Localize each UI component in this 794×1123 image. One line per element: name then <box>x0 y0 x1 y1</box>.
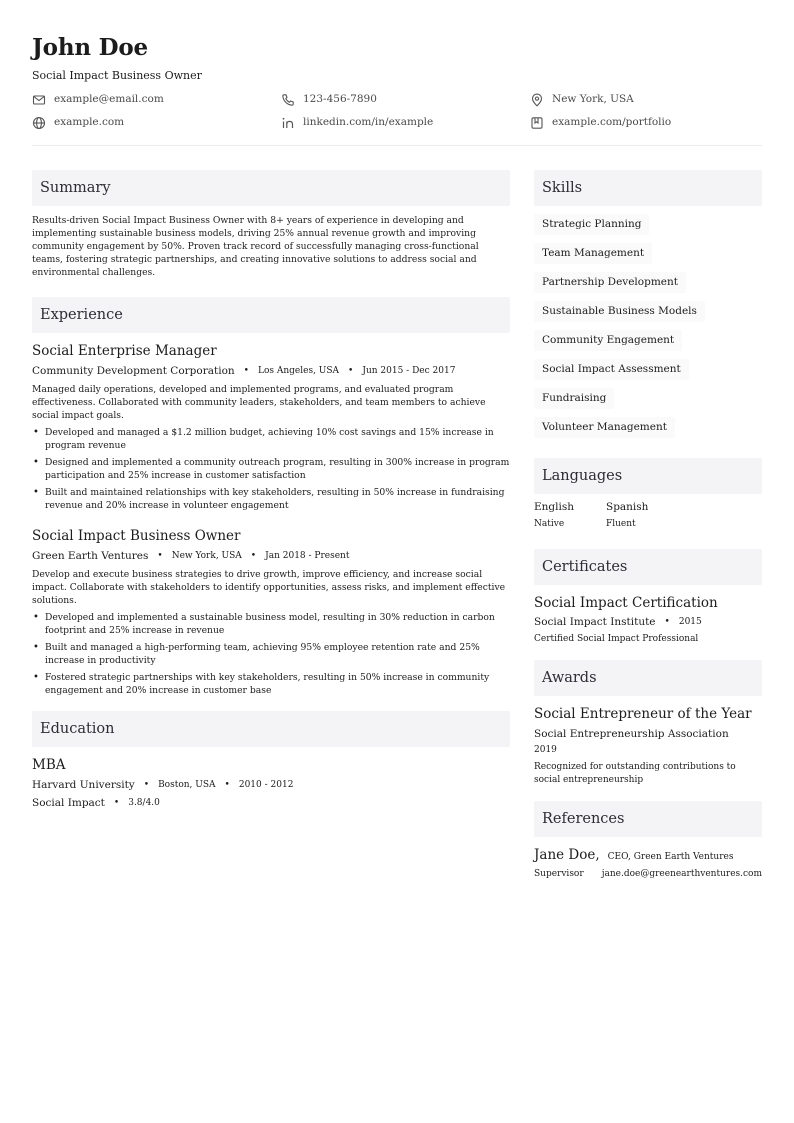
education-heading: Education <box>32 711 510 747</box>
language-level: Fluent <box>606 519 636 529</box>
mail-icon <box>32 93 46 107</box>
job-company: Green Earth Ventures <box>32 550 149 562</box>
skill-chip: Partnership Development <box>534 272 686 293</box>
edu-gpa: 3.8/4.0 <box>128 798 160 808</box>
resume-body <box>32 170 762 881</box>
certificate-year: 2015 <box>678 617 702 627</box>
separator-dot: • <box>113 798 120 808</box>
reference-email[interactable]: jane.doe@greenearthventures.com <box>601 869 762 879</box>
separator-dot: • <box>664 617 670 627</box>
contact-website[interactable] <box>32 115 281 130</box>
edu-degree: MBA <box>32 757 66 773</box>
contact-location <box>530 92 762 107</box>
separator-dot: • <box>348 366 354 376</box>
certificates-heading: Certificates <box>534 549 762 585</box>
separator-dot: • <box>243 366 249 376</box>
separator-dot: • <box>250 551 257 561</box>
reference-details <box>534 868 762 881</box>
contact-portfolio-text: example.com/portfolio <box>552 116 672 128</box>
job-title: Social Impact Business Owner <box>32 528 241 544</box>
job-location: New York, USA <box>171 551 242 561</box>
reference-role: CEO, Green Earth Ventures <box>607 852 734 862</box>
award-description: Recognized for outstanding contributions to social entrepreneurship <box>534 762 736 785</box>
resume-page <box>32 34 762 881</box>
award-year: 2019 <box>534 745 557 755</box>
right-column <box>534 170 762 881</box>
bookmark-icon <box>530 116 544 130</box>
skill-chip: Strategic Planning <box>534 214 649 235</box>
job-achievements <box>32 611 510 697</box>
edu-meta <box>32 779 510 792</box>
job-meta <box>32 365 510 378</box>
achievement-item: • Designed and implemented a community outreach program, resulting in 300% increase in program participation and 25% increase in customer satisfaction <box>32 456 510 482</box>
reference-relation: Supervisor <box>534 869 584 879</box>
experience-section <box>32 297 510 697</box>
job-entry <box>32 343 510 512</box>
edu-location: Boston, USA <box>158 780 216 790</box>
skill-chip: Sustainable Business Models <box>534 301 705 322</box>
map-pin-icon <box>530 93 544 107</box>
contact-location-text: New York, USA <box>552 93 634 105</box>
separator-dot: • <box>143 780 150 790</box>
awards-heading: Awards <box>534 660 762 696</box>
achievement-item: • Fostered strategic partnerships with key stakeholders, resulting in 50% increase in community engagement and 20% increase in customer base <box>32 671 510 697</box>
separator-dot: • <box>224 780 230 790</box>
contact-website-text: example.com <box>54 116 125 128</box>
job-company: Community Development Corporation <box>32 365 235 377</box>
left-column <box>32 170 510 881</box>
edu-field: Social Impact <box>32 797 105 809</box>
references-heading: References <box>534 801 762 837</box>
header-divider <box>32 145 762 146</box>
languages-list <box>534 500 762 531</box>
languages-heading: Languages <box>534 458 762 494</box>
skill-chip: Volunteer Management <box>534 417 675 438</box>
separator-dot: • <box>157 551 163 561</box>
job-location: Los Angeles, USA <box>257 366 340 376</box>
contact-portfolio[interactable] <box>530 115 762 130</box>
job-title: Social Enterprise Manager <box>32 343 217 359</box>
achievement-item: • Developed and implemented a sustainable business model, resulting in 30% reduction in carbon footprint and 25% increase in revenue <box>32 611 510 637</box>
candidate-name: John Doe <box>32 34 148 61</box>
edu-dates: 2010 - 2012 <box>238 780 294 790</box>
job-entry <box>32 528 510 697</box>
summary-text: Results-driven Social Impact Business Owner with 8+ years of experience in developing and implementing sustainable business models, driving 25% annual revenue growth and improving community engagement by 50%. Proven track record of successfully managing cross-functional teams, fostering strategic partnerships, and creating innovative solutions to address social and environmental challenges. <box>32 215 479 278</box>
certificate-issuer: Social Impact Institute <box>534 616 656 628</box>
job-meta <box>32 550 510 563</box>
edu-school: Harvard University <box>32 779 135 791</box>
contact-phone[interactable] <box>281 92 530 107</box>
language-item <box>534 500 606 531</box>
reference-header <box>534 847 762 864</box>
skill-chip: Social Impact Assessment <box>534 359 689 380</box>
skills-heading: Skills <box>534 170 762 206</box>
language-level: Native <box>534 519 565 529</box>
language-name: Spanish <box>606 501 649 513</box>
job-achievements <box>32 426 510 512</box>
certificate-entry <box>534 595 762 646</box>
education-entry <box>32 757 510 810</box>
language-item <box>606 500 678 531</box>
contact-phone-text: 123-456-7890 <box>303 93 377 105</box>
certificate-title: Social Impact Certification <box>534 595 718 611</box>
job-dates: Jun 2015 - Dec 2017 <box>362 366 456 376</box>
globe-icon <box>32 116 46 130</box>
contact-linkedin-text: linkedin.com/in/example <box>303 116 434 128</box>
contact-grid <box>32 92 762 130</box>
phone-icon <box>281 93 295 107</box>
job-description: Managed daily operations, developed and implemented programs, and evaluated program effectiveness. Collaborated with community leaders, stakeholders, and team members to achieve social impact goals. <box>32 384 486 421</box>
reference-name: Jane Doe, <box>534 847 600 863</box>
achievement-item: • Developed and managed a $1.2 million budget, achieving 10% cost savings and 15% increase in program revenue <box>32 426 510 452</box>
award-entry <box>534 706 762 787</box>
award-title: Social Entrepreneur of the Year <box>534 706 752 722</box>
experience-heading: Experience <box>32 297 510 333</box>
skills-list <box>534 212 762 444</box>
linkedin-icon <box>281 116 295 130</box>
reference-entry <box>534 847 762 881</box>
achievement-item: • Built and maintained relationships with key stakeholders, resulting in 50% increase in fundraising revenue and 20% increase in volunteer engagement <box>32 486 510 512</box>
skill-chip: Team Management <box>534 243 652 264</box>
certificate-meta <box>534 616 762 629</box>
language-name: English <box>534 501 575 513</box>
skill-chip: Fundraising <box>534 388 614 409</box>
summary-heading: Summary <box>32 170 510 206</box>
job-dates: Jan 2018 - Present <box>265 551 350 561</box>
contact-email-text: example@email.com <box>54 93 164 105</box>
achievement-item: • Built and managed a high-performing team, achieving 95% employee retention rate and 25% increase in productivity <box>32 641 510 667</box>
contact-linkedin[interactable] <box>281 115 530 130</box>
job-description: Develop and execute business strategies to drive growth, improve efficiency, and increase social impact. Collaborate with stakeholders to identify opportunities, assess risks, and implement effective solutions. <box>32 569 506 606</box>
skill-chip: Community Engagement <box>534 330 682 351</box>
edu-field-line <box>32 797 510 810</box>
candidate-title: Social Impact Business Owner <box>32 69 202 82</box>
award-org: Social Entrepreneurship Association <box>534 728 729 740</box>
certificate-description: Certified Social Impact Professional <box>534 634 699 644</box>
contact-email[interactable] <box>32 92 281 107</box>
